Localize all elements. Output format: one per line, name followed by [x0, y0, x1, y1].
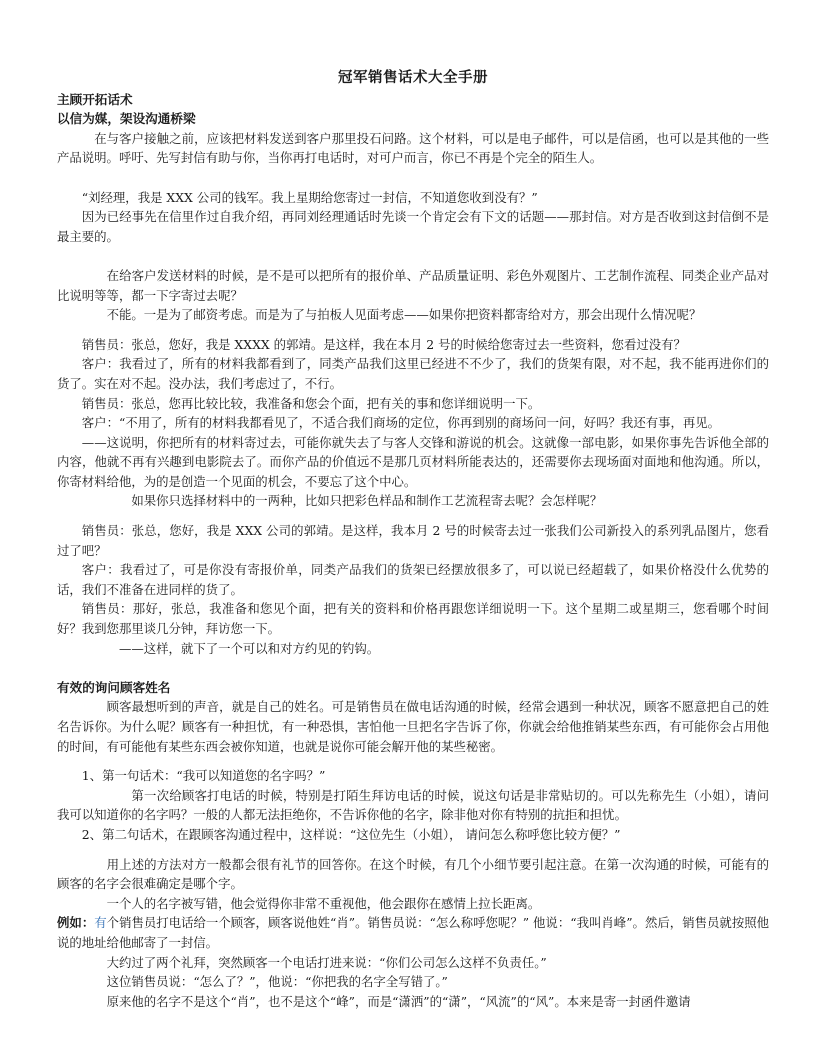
paragraph: 在给客户发送材料的时候，是不是可以把所有的报价单、产品质量证明、彩色外观图片、工艺制作流程、同类企业产品对比说明等等，都一下字寄过去呢？	[57, 267, 769, 303]
dialog-line: 客户：我看过了，所有的材料我都看到了，同类产品我们这里已经进不不少了，我们的货架有限，对不起，我不能再进你们的货了。实在对不起。没办法，我们考虑过了，不行。	[57, 356, 769, 391]
story-line: 这位销售员说：“怎么了？”，他说：“你把我的名字全写错了。”	[106, 974, 448, 990]
example-paragraph	[57, 913, 769, 952]
subheading-letter-bridge: 以信为媒，架设沟通桥梁	[57, 111, 196, 127]
dialog-line: 销售员：张总，您好，我是 XXX 公司的郭靖。是这样，我本月 2 号的时候寄去过一张我们公司新投入的系列乳品图片，您看过了吧？	[57, 523, 769, 558]
paragraph: 不能。一是为了邮资考虑。而是为了与拍板人见面考虑——如果你把资料都寄给对方，那会出现什么情况呢？	[106, 307, 702, 323]
dialog-line: 销售员：那好，张总，我准备和您见个面，把有关的资料和价格再跟您详细说明一下。这个星期二或星期三，您看哪个时间好？我到您那里谈几分钟，拜访您一下。	[57, 601, 769, 637]
paragraph: 顾客最想听到的声音，就是自己的姓名。可是销售员在做电话沟通的时候，经常会遇到一种状况，顾客不愿意把自己的姓名告诉你。为什么呢？顾客有一种担忧，有一种恐惧，害怕他一旦把名字告诉了你，你就会给他推销某些东西，有可能你会占用他的时间，有可能他有某些东西会被你知道，也就是说你可能会解开他的某些秘密。	[57, 699, 769, 754]
paragraph: 一个人的名字被写错，他会觉得你非常不重视他，他会跟你在感情上拉长距离。	[106, 895, 541, 911]
paragraph: 在与客户接触之前，应该把材料发送到客户那里投石问路。这个材料，可以是电子邮件，可以是信函，也可以是其他的一些产品说明。呼吁、先写封信有助与你，当你再打电话时，对可户而言，你已不再是个完全的陌生人。	[57, 130, 769, 166]
story-line: 原来他的名字不是这个“肖”，也不是这个“峰”，而是“潇洒”的“潇”，“风流”的“风”。本来是寄一封函件邀请	[106, 993, 691, 1009]
example-first-char: 有	[94, 915, 107, 931]
quote-line: “刘经理，我是 XXX 公司的钱军。我上星期给您寄过一封信，不知道您收到没有？”	[81, 189, 538, 205]
story-line: 大约过了两个礼拜，突然顾客一个电话打进来说：“你们公司怎么这样不负责任。”	[106, 954, 547, 970]
dialog-line: 客户：“不用了，所有的材料我都看见了，不适合我们商场的定位，你再到别的商场问一问，好吗？我还有事，再见。	[81, 415, 721, 431]
dialog-line: 客户：我看过了，可是你没有寄报价单，同类产品我们的货架已经摆放很多了，可以说已经超载了，如果价格没什么优势的话，我们不准备在进同样的货了。	[57, 562, 769, 597]
paragraph: 第一次给顾客打电话的时候，特别是打陌生拜访电话的时候，说这句话是非常贴切的。可以先称先生（小姐），请问我可以知道你的名字吗？一般的人都无法拒绝你，不告诉你他的名字，除非他对你有特别的抗拒和担忧。	[57, 787, 769, 823]
paragraph: 因为已经事先在信里作过自我介绍，再同刘经理通话时先谈一个肯定会有下文的话题——那封信。对方是否收到这封信倒不是最主要的。	[57, 209, 769, 244]
example-label: 例如：	[57, 915, 95, 931]
commentary: ——这说明，你把所有的材料寄过去，可能你就失去了与客人交锋和游说的机会。这就像一部电影，如果你事先告诉他全部的内容，他就不再有兴趣到电影院去了。而你产品的价值远不是那几页材料所能表达的，还需要你去现场面对面地和他沟通。所以，你寄材料给他，为的是创造一个见面的机会，不要忘了这个中心。	[57, 434, 769, 489]
section-heading-prospecting: 主顾开拓话术	[57, 91, 133, 107]
commentary: ——这样，就下了一个可以和对方约见的钓钩。	[119, 640, 380, 656]
document-page	[57, 68, 769, 1011]
dialog-line: 销售员：张总，您好，我是 XXXX 的郭靖。是这样，我在本月 2 号的时候给您寄过去一些资料，您看过没有？	[81, 336, 686, 352]
question-line: 如果你只选择材料中的一两种，比如只把彩色样品和制作工艺流程寄去呢？会怎样呢？	[131, 493, 603, 509]
list-item-1: 1、第一句话术：“我可以知道您的名字吗？”	[81, 768, 326, 784]
paragraph: 用上述的方法对方一般都会很有礼节的回答你。在这个时候，有几个小细节要引起注意。在第一次沟通的时候，可能有的顾客的名字会很难确定是哪个字。	[57, 856, 769, 892]
section-heading-ask-name: 有效的询问顾客姓名	[57, 679, 171, 695]
list-item-2: 2、第二句话术，在跟顾客沟通过程中，这样说：“这位先生（小姐）， 请问怎么称呼您比较方便？”	[81, 826, 621, 842]
example-text: 个销售员打电话给一个顾客，顾客说他姓“肖”。销售员说：“怎么称呼您呢？” 他说：“我叫肖峰”。然后，销售员就按照他说的地址给他邮寄了一封信。	[57, 915, 770, 950]
document-title: 冠军销售话术大全手册	[338, 69, 488, 86]
dialog-line: 销售员：张总，您再比较比较，我准备和您会个面，把有关的事和您详细说明一下。	[81, 395, 541, 411]
